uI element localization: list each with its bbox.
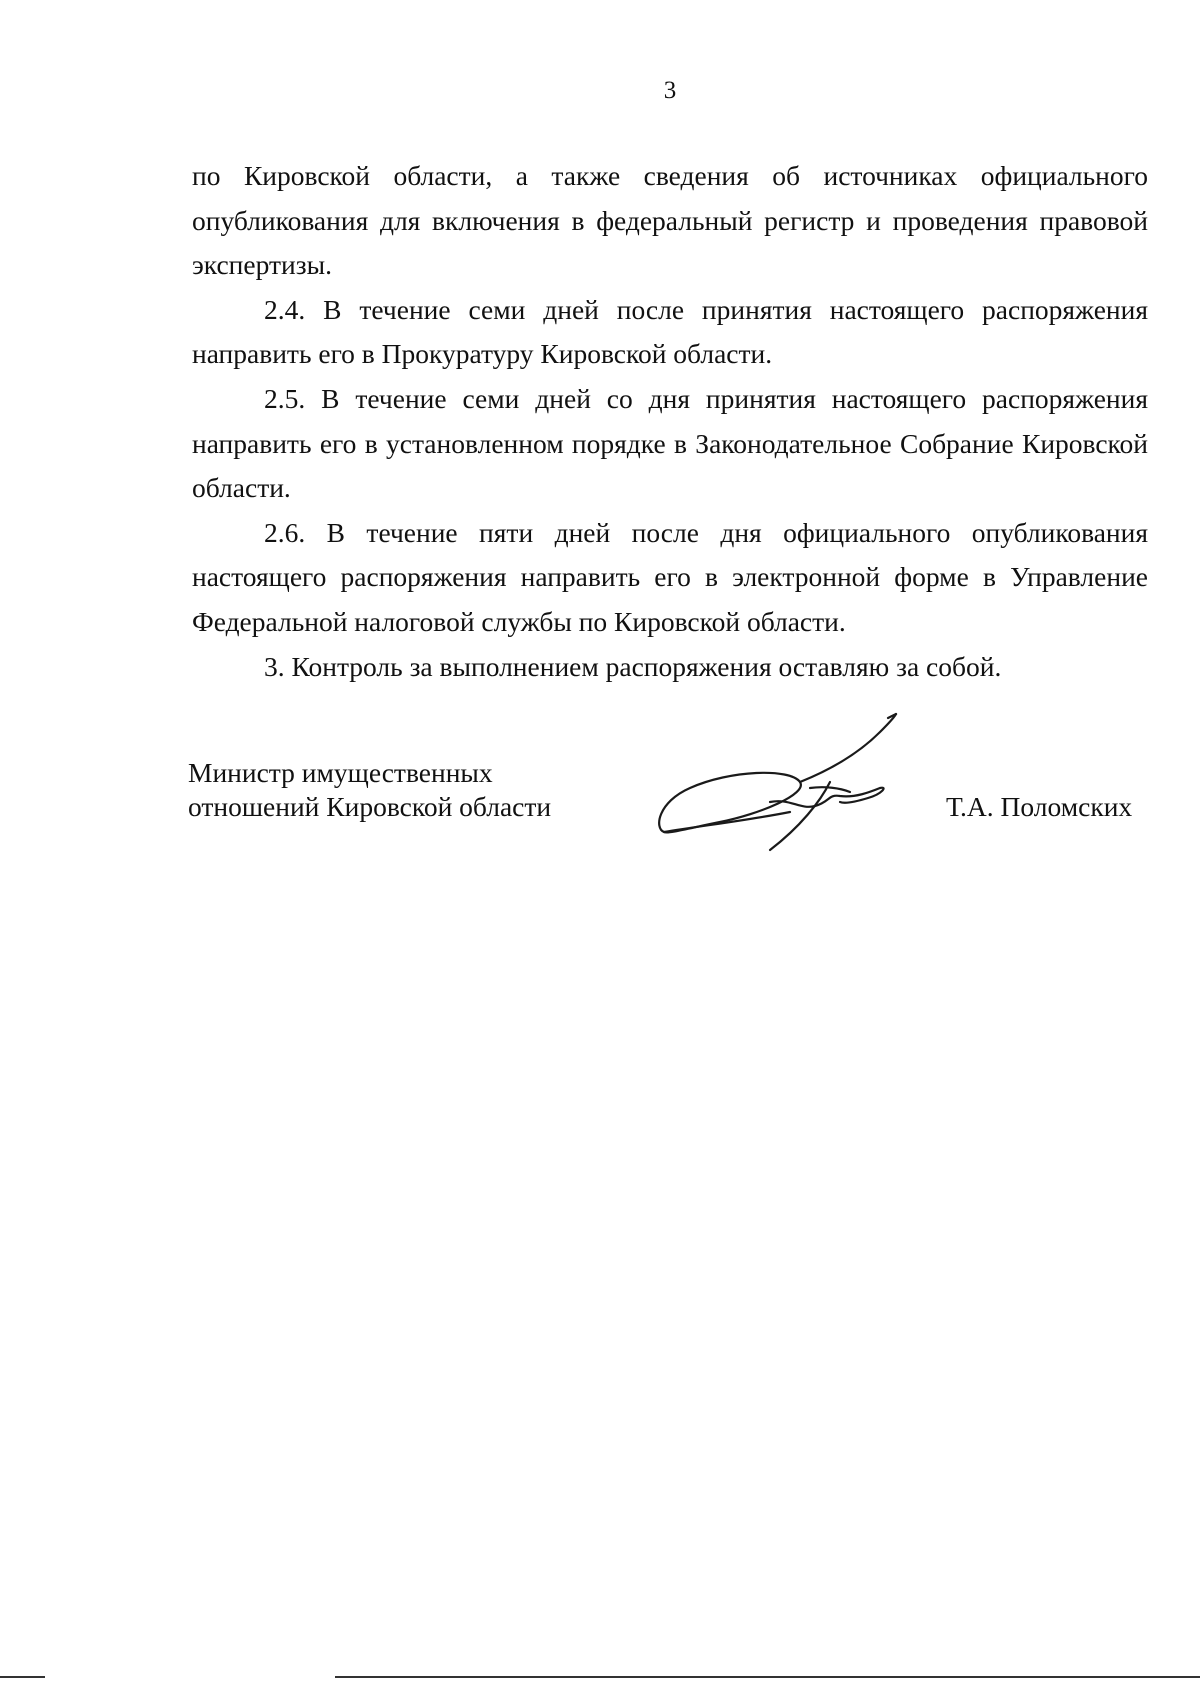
page-number: 3 <box>663 77 677 104</box>
paragraph-2-5: 2.5. В течение семи дней со дня принятия настоящего распоряжения направить его в установленном порядке в Законодательное Собрание Кировской области. <box>192 382 1148 504</box>
signatory-name: Т.А. Поломских <box>946 791 1133 822</box>
paragraph-2-4: 2.4. В течение семи дней после принятия настоящего распоряжения направить его в Прокуратуру Кировской области. <box>192 293 1148 370</box>
signatory-title-line1: Министр имущественных <box>188 757 493 788</box>
bottom-rule-right <box>335 1676 1200 1678</box>
paragraph-3: 3. Контроль за выполнением распоряжения оставляю за собой. <box>264 650 1002 682</box>
signatory-title <box>188 756 551 824</box>
bottom-rule-left <box>0 1676 45 1678</box>
handwritten-signature <box>650 702 940 852</box>
signatory-title-line2: отношений Кировской области <box>188 791 552 822</box>
paragraph-continuation: по Кировской области, а также сведения об источниках официального опубликования для включения в федеральный регистр и проведения правовой экспертизы. <box>192 160 1148 281</box>
paragraph-2-6: 2.6. В течение пяти дней после дня официального опубликования настоящего распоряжения направить его в электронной форме в Управление Федеральной налоговой службы по Кировской области. <box>192 516 1148 637</box>
